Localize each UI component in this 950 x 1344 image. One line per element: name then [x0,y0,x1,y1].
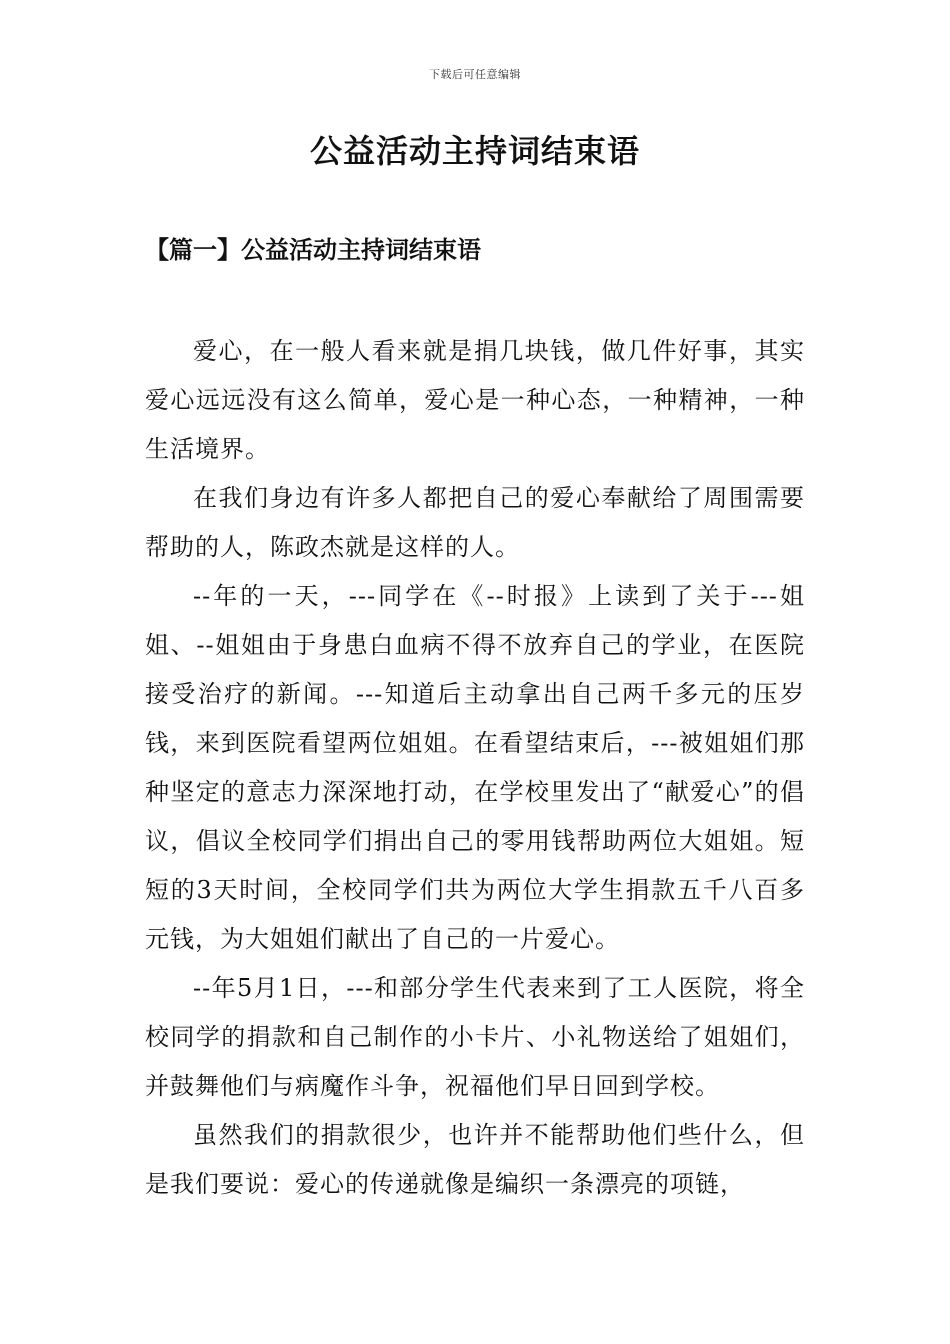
paragraph: 在我们身边有许多人都把自己的爱心奉献给了周围需要帮助的人，陈政杰就是这样的人。 [145,484,805,561]
header-note: 下载后可任意编辑 [429,68,521,81]
page-title: 公益活动主持词结束语 [309,132,640,170]
paragraph: 爱心，在一般人看来就是捐几块钱，做几件好事，其实爱心远远没有这么简单，爱心是一种心态，一种精神，一种生活境界。 [145,337,805,463]
paragraph: --年5月1日，---和部分学生代表来到了工人医院，将全校同学的捐款和自己制作的小卡片、小礼物送给了姐姐们，并鼓舞他们与病魔作斗争，祝福他们早日回到学校。 [145,974,805,1100]
section-heading: 【篇一】公益活动主持词结束语 [145,235,481,264]
paragraph: 虽然我们的捐款很少，也许并不能帮助他们些什么，但是我们要说：爱心的传递就像是编织一条漂亮的项链， [145,1121,805,1198]
body-text [145,327,805,1209]
paragraph: --年的一天，---同学在《--时报》上读到了关于---姐姐、--姐姐由于身患白血病不得不放弃自己的学业，在医院接受治疗的新闻。---知道后主动拿出自己两千多元的压岁钱，来到医院看望两位姐姐。在看望结束后，---被姐姐们那种坚定的意志力深深地打动，在学校里发出了“献爱心”的倡议，倡议全校同学们捐出自己的零用钱帮助两位大姐姐。短短的3天时间，全校同学们共为两位大学生捐款五千八百多元钱，为大姐姐们献出了自己的一片爱心。 [145,582,805,953]
